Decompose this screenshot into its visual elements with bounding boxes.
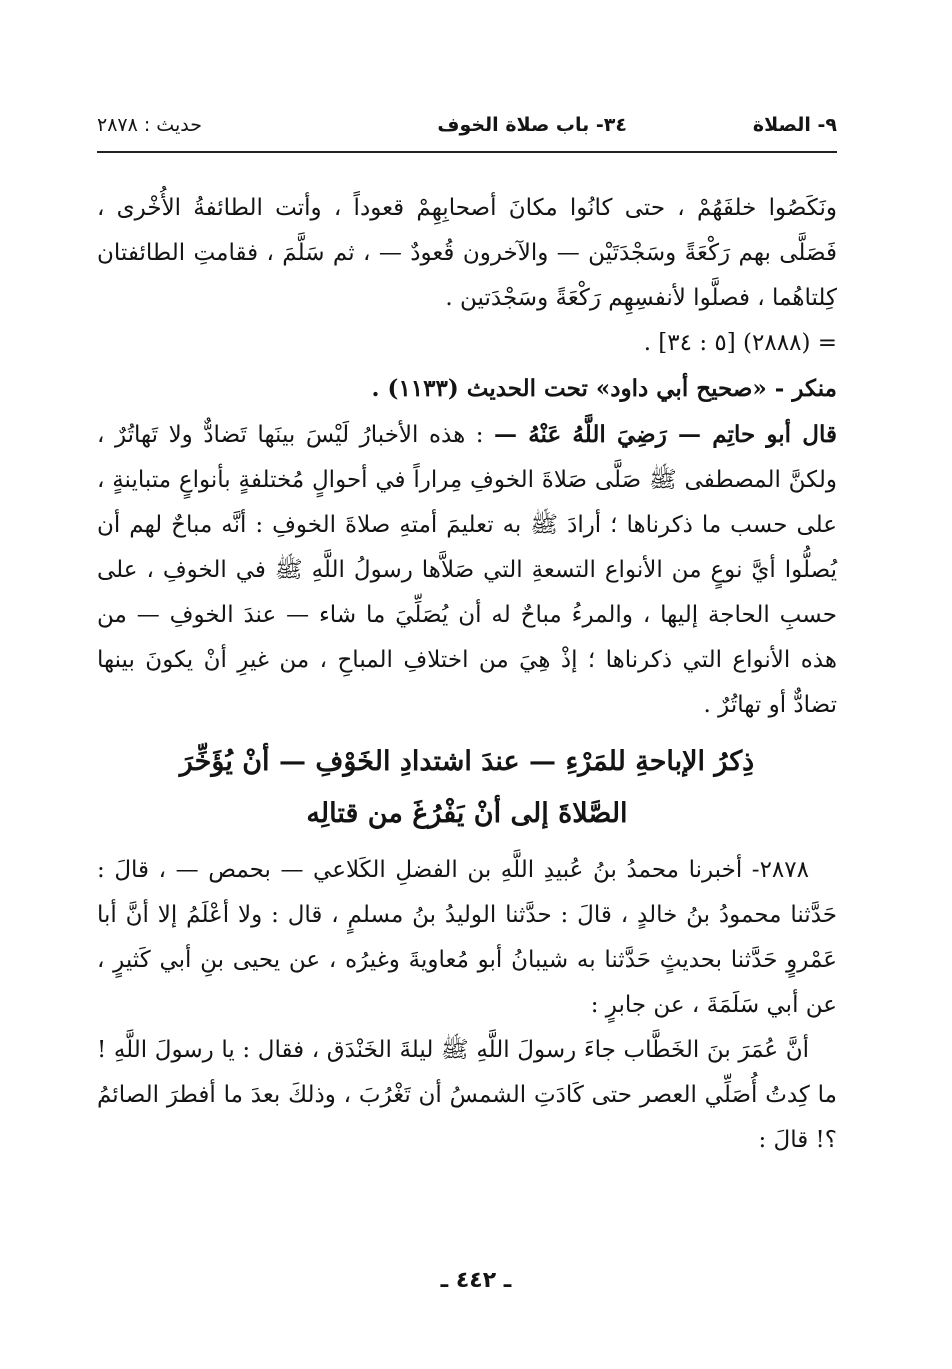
chapter-title: ٩- الصلاة xyxy=(752,114,837,136)
section-title: ٣٤- باب صلاة الخوف xyxy=(437,114,627,136)
hadith-number: حديث : ٢٨٧٨ xyxy=(97,114,202,136)
heading-line-1: ذِكرُ الإباحةِ للمَرْءِ — عندَ اشتدادِ الخَوْفِ — أنْ يُؤَخِّرَ xyxy=(179,746,755,777)
abu-hatim-commentary xyxy=(97,412,837,728)
heading-line-2: الصَّلاةَ إلى أنْ يَفْرُغَ من قتالِه xyxy=(306,798,628,829)
page-number: ـ ٤٤٢ ـ xyxy=(440,1268,512,1293)
header-rule xyxy=(97,151,837,153)
paragraph-continuation: ونَكَصُوا خلفَهُمْ ، حتى كانُوا مكانَ أصحابِهِمْ قعوداً ، وأتت الطائفةُ الأُخْرى ، فَصَلَّى بهم رَكْعَةً وسَجْدَتَيْن — والآخرون قُعودٌ — ، ثم سَلَّمَ ، فقامتِ الطائفتان كِلتاهُما ، فصلَّوا لأنفسِهِم رَكْعَةً وسَجْدَتين . xyxy=(97,195,837,311)
cross-reference: = (٢٨٨٨) [٥ : ٣٤] . xyxy=(643,330,837,356)
page-body xyxy=(97,186,837,1163)
grade-label: منكر xyxy=(792,375,837,402)
abu-hatim-label: قال أبو حاتِم — رَضِيَ اللَّهُ عَنْهُ — xyxy=(494,421,837,448)
matn-paragraph: أنَّ عُمَرَ بنَ الخَطَّاب جاءَ رسولَ اللَّهِ ﷺ ليلةَ الخَنْدَق ، فقال : يا رسولَ اللَّهِ ! ما كِدتُ أُصَلِّي العصر حتى كَادَتِ الشمسُ أن تَغْرُبَ ، وذلكَ بعدَ ما أفطرَ الصائمُ ؟! قالَ : xyxy=(97,1037,837,1153)
isnad-paragraph: ٢٨٧٨- أخبرنا محمدُ بنُ عُبيدِ اللَّهِ بن الفضلِ الكَلاعي — بحمص — ، قالَ : حَدَّثنا محمودُ بنُ خالدٍ ، قالَ : حدَّثنا الوليدُ بنُ مسلمٍ ، قال : ولا أعْلَمُ إلا أنَّ أبا عَمْروٍ حَدَّثنا بحديثٍ حَدَّثنا به شيبانُ أبو مُعاويةَ وغيرُه ، عن يحيى بنِ أبي كَثيرٍ ، عن أبي سَلَمَةَ ، عن جابرٍ : xyxy=(97,857,837,1018)
grading-line xyxy=(97,366,837,412)
abu-hatim-text: : هذه الأخبارُ لَيْسَ بينَها تَضادٌّ ولا تَهاتُرٌ ، ولكنَّ المصطفى ﷺ صَلَّى صَلاةَ الخوفِ مِراراً في أحوالٍ مُختلفةٍ بأنواعٍ متباينةٍ ، على حسب ما ذكرناها ؛ أرادَ ﷺ به تعليمَ أمتهِ صلاةَ الخوفِ : أنَّه مباحٌ لهم أن يُصلُّوا أيَّ نوعٍ من الأنواع التسعةِ التي صَلاَّها رسولُ اللَّهِ ﷺ في الخوفِ ، على حسبِ الحاجة إليها ، والمرءُ مباحٌ له أن يُصَلِّيَ ما شاء — عندَ الخوفِ — من هذه الأنواع التي ذكرناها ؛ إذْ هِيَ من اختلافِ المباحِ ، من غيرِ أنْ يكونَ بينها تضادٌّ أو تهاتُرٌ . xyxy=(97,422,837,718)
chapter-heading xyxy=(97,736,837,840)
grade-source: - «صحيح أبي داود» تحت الحديث (١١٣٣) . xyxy=(371,375,793,402)
running-header xyxy=(97,110,837,146)
